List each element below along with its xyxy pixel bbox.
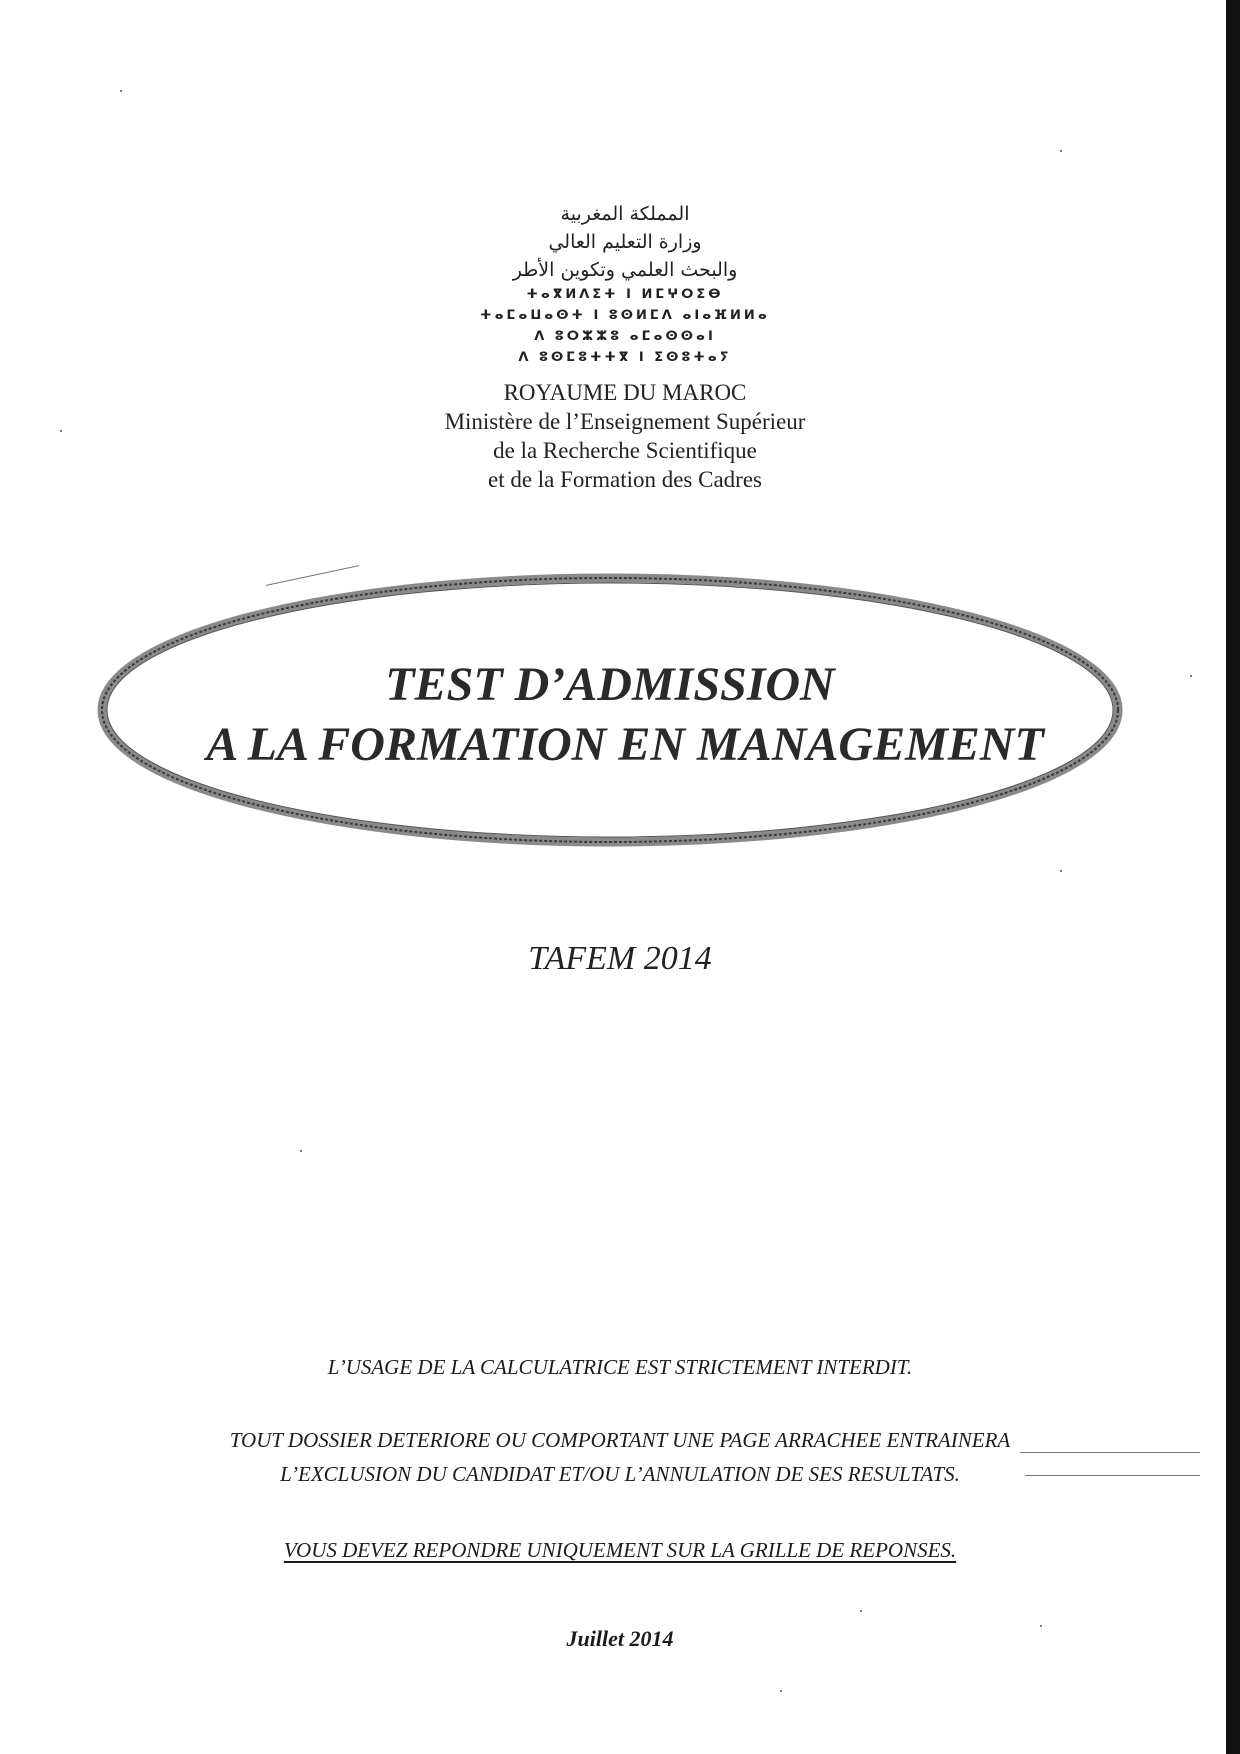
scan-speck <box>1040 1625 1042 1627</box>
scan-speck <box>780 1690 782 1692</box>
scan-speck <box>1060 150 1062 152</box>
scan-speck <box>860 1610 862 1612</box>
scan-speck <box>1190 675 1192 677</box>
ministry-line-2: de la Recherche Scientifique <box>493 438 757 463</box>
calculator-rule: L’USAGE DE LA CALCULATRICE EST STRICTEMENT INTERDIT. <box>327 1355 913 1379</box>
edition-label: TAFEM 2014 <box>528 940 712 977</box>
scan-speck <box>60 430 62 432</box>
arabic-ministry-line-2: والبحث العلمي وتكوين الأطر <box>512 259 738 281</box>
arabic-ministry-line-1: وزارة التعليم العالي <box>548 231 702 253</box>
damaged-file-rule-line-1: TOUT DOSSIER DETERIORE OU COMPORTANT UNE PAGE ARRACHEE ENTRAINERA <box>229 1428 1011 1452</box>
exam-date: Juillet 2014 <box>566 1626 674 1651</box>
scan-artifact-line <box>1020 1452 1200 1453</box>
ministry-line-3: et de la Formation des Cadres <box>487 467 762 492</box>
damaged-file-rule-line-2: L’EXCLUSION DU CANDIDAT ET/OU L’ANNULATION DE SES RESULTATS. <box>280 1462 960 1486</box>
scan-speck <box>1060 870 1062 872</box>
scan-speck <box>300 1150 302 1152</box>
title-line-1: TEST D’ADMISSION <box>385 658 835 711</box>
tifinagh-line-4: ⴷ ⵓⵙⵎⵓⵜⵜⴳ ⵏ ⵉⵙⵓⵜⴰⵢ <box>518 350 732 365</box>
damaged-file-rule <box>0 1423 1240 1491</box>
answer-grid-rule: VOUS DEVEZ REPONDRE UNIQUEMENT SUR LA GRILLE DE REPONSES. <box>283 1538 957 1562</box>
arabic-kingdom: المملكة المغربية <box>560 203 690 225</box>
title-line-2: A LA FORMATION EN MANAGEMENT <box>206 718 1044 771</box>
test-title <box>85 655 1135 775</box>
ministry-header <box>0 200 1240 494</box>
scan-speck <box>120 90 122 92</box>
tifinagh-line-1: ⵜⴰⴳⵍⴷⵉⵜ ⵏ ⵍⵎⵖⵔⵉⴱ <box>526 287 724 302</box>
tifinagh-line-2: ⵜⴰⵎⴰⵡⴰⵙⵜ ⵏ ⵓⵙⵍⵎⴷ ⴰⵏⴰⴼⵍⵍⴰ <box>480 308 770 323</box>
ministry-line-1: Ministère de l’Enseignement Supérieur <box>444 409 806 434</box>
scan-artifact-line <box>1025 1475 1200 1476</box>
country-name: ROYAUME DU MAROC <box>503 380 747 405</box>
tifinagh-line-3: ⴷ ⵓⵔⵣⵣⵓ ⴰⵎⴰⵙⵙⴰⵏ <box>534 329 716 344</box>
title-ellipse-block <box>85 560 1135 860</box>
